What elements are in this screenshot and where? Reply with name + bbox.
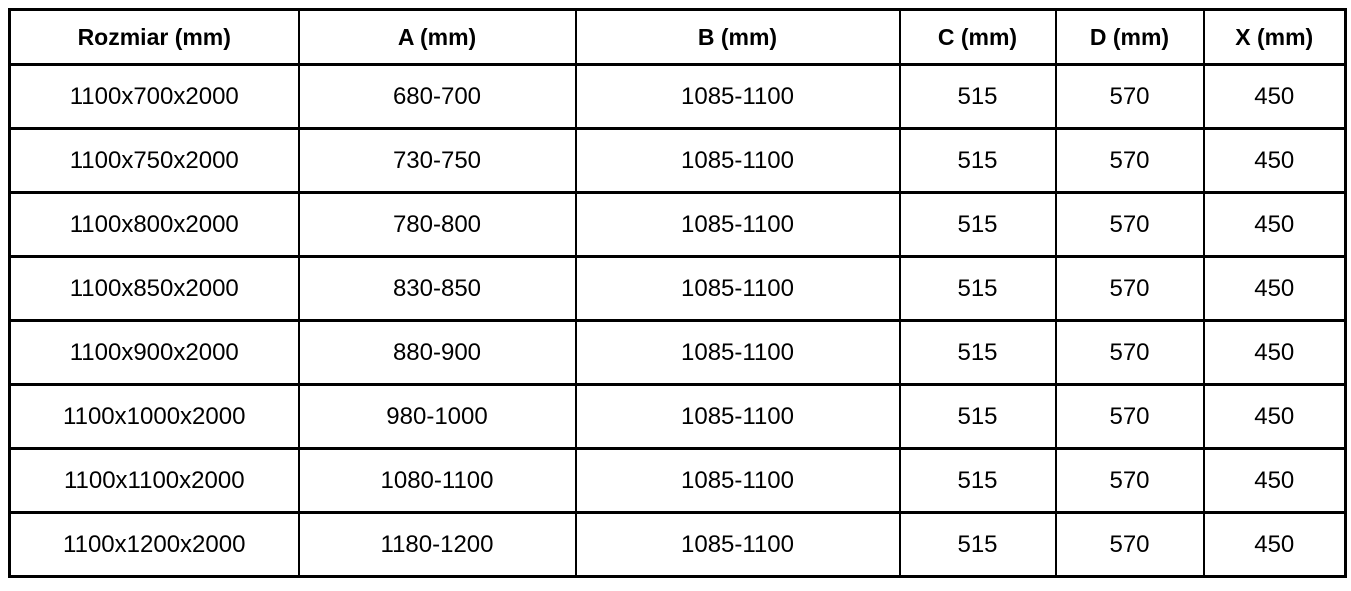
- table-cell-rozmiar: 1100x1000x2000: [10, 385, 299, 449]
- table-cell-d: 570: [1056, 385, 1204, 449]
- table-cell-a: 780-800: [299, 193, 576, 257]
- table-cell-c: 515: [900, 321, 1056, 385]
- table-cell-a: 830-850: [299, 257, 576, 321]
- table-cell-d: 570: [1056, 321, 1204, 385]
- header-row: [10, 10, 1346, 65]
- table-cell-rozmiar: 1100x900x2000: [10, 321, 299, 385]
- table-row: [10, 513, 1346, 577]
- table-cell-rozmiar: 1100x850x2000: [10, 257, 299, 321]
- table-cell-d: 570: [1056, 193, 1204, 257]
- table-cell-rozmiar: 1100x800x2000: [10, 193, 299, 257]
- table-cell-b: 1085-1100: [576, 129, 900, 193]
- table-cell-rozmiar: 1100x700x2000: [10, 65, 299, 129]
- table-row: [10, 65, 1346, 129]
- table-row: [10, 321, 1346, 385]
- table-cell-d: 570: [1056, 449, 1204, 513]
- table-cell-c: 515: [900, 257, 1056, 321]
- table-cell-rozmiar: 1100x1100x2000: [10, 449, 299, 513]
- table-cell-rozmiar: 1100x750x2000: [10, 129, 299, 193]
- table-cell-a: 980-1000: [299, 385, 576, 449]
- column-header-rozmiar: Rozmiar (mm): [10, 10, 299, 65]
- table-cell-d: 570: [1056, 257, 1204, 321]
- table-cell-a: 730-750: [299, 129, 576, 193]
- table-row: [10, 449, 1346, 513]
- table-row: [10, 385, 1346, 449]
- table-cell-a: 880-900: [299, 321, 576, 385]
- table-cell-a: 1080-1100: [299, 449, 576, 513]
- table-cell-a: 680-700: [299, 65, 576, 129]
- table-cell-x: 450: [1204, 449, 1346, 513]
- table-row: [10, 193, 1346, 257]
- size-spec-table: [8, 8, 1347, 578]
- column-header-b: B (mm): [576, 10, 900, 65]
- table-body: [10, 65, 1346, 577]
- table-cell-x: 450: [1204, 65, 1346, 129]
- table-cell-c: 515: [900, 513, 1056, 577]
- table-cell-d: 570: [1056, 65, 1204, 129]
- table-row: [10, 257, 1346, 321]
- table-cell-b: 1085-1100: [576, 385, 900, 449]
- table-cell-x: 450: [1204, 129, 1346, 193]
- table-cell-d: 570: [1056, 513, 1204, 577]
- table-cell-c: 515: [900, 193, 1056, 257]
- table-header: [10, 10, 1346, 65]
- table-cell-x: 450: [1204, 385, 1346, 449]
- table-cell-b: 1085-1100: [576, 65, 900, 129]
- column-header-a: A (mm): [299, 10, 576, 65]
- table-cell-b: 1085-1100: [576, 257, 900, 321]
- table-cell-c: 515: [900, 129, 1056, 193]
- column-header-d: D (mm): [1056, 10, 1204, 65]
- table-cell-c: 515: [900, 449, 1056, 513]
- table-cell-b: 1085-1100: [576, 193, 900, 257]
- table-cell-d: 570: [1056, 129, 1204, 193]
- table-cell-b: 1085-1100: [576, 449, 900, 513]
- table-cell-a: 1180-1200: [299, 513, 576, 577]
- table-cell-c: 515: [900, 385, 1056, 449]
- table-cell-x: 450: [1204, 193, 1346, 257]
- column-header-x: X (mm): [1204, 10, 1346, 65]
- table-cell-x: 450: [1204, 321, 1346, 385]
- table-cell-b: 1085-1100: [576, 321, 900, 385]
- table-cell-rozmiar: 1100x1200x2000: [10, 513, 299, 577]
- table-cell-b: 1085-1100: [576, 513, 900, 577]
- column-header-c: C (mm): [900, 10, 1056, 65]
- table-cell-c: 515: [900, 65, 1056, 129]
- table-cell-x: 450: [1204, 513, 1346, 577]
- table-cell-x: 450: [1204, 257, 1346, 321]
- table-row: [10, 129, 1346, 193]
